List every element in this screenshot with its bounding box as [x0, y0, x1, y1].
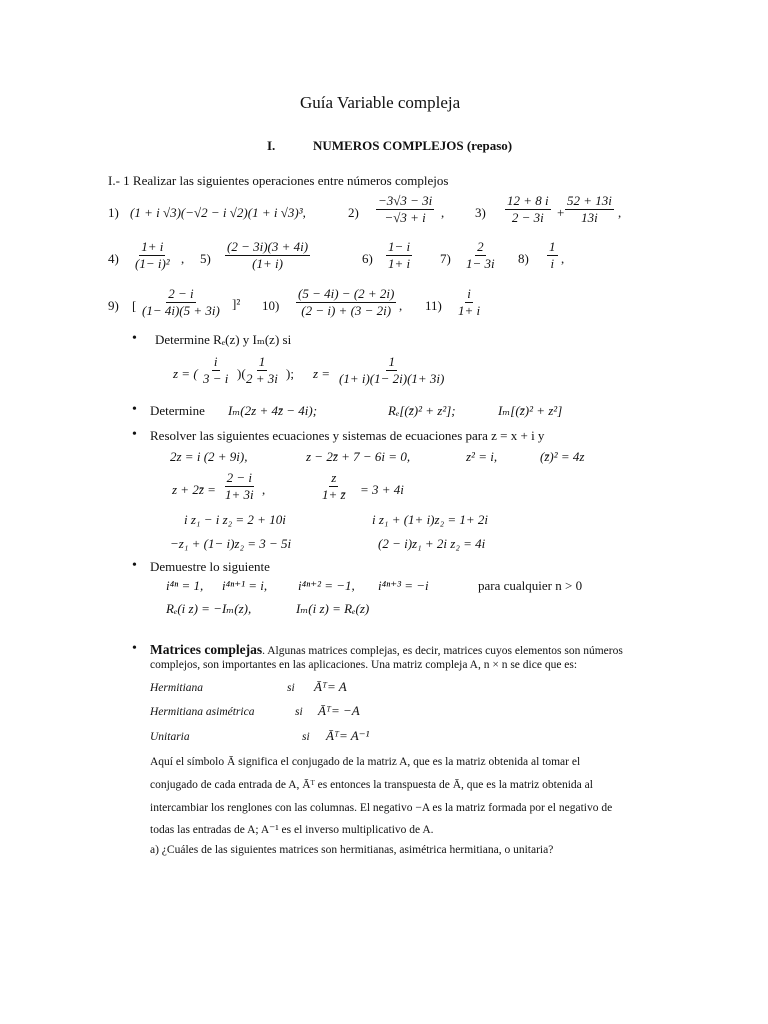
ex6-den: 1+ i	[388, 256, 411, 272]
ex8-fraction	[547, 240, 558, 272]
b5-p4: todas las entradas de A; A⁻¹ es el inverso multiplicativo de A.	[150, 824, 434, 836]
b1-text: Determine Rₑ(z) y Iₘ(z) si	[155, 332, 292, 347]
b5-p3: intercambiar los renglones con las columnas. El negativo −A es la matriz formada por el negativo de	[150, 802, 613, 814]
b1-z1-frac2	[244, 355, 280, 387]
ex2-label: 2)	[348, 205, 359, 220]
b3-eq6-fraction	[320, 471, 348, 503]
section-heading: NUMEROS COMPLEJOS (repaso)	[313, 138, 513, 153]
b4-text: Demuestre lo siguiente	[150, 559, 270, 574]
b3-eq5-fraction	[223, 471, 256, 503]
ex6-fraction	[386, 240, 412, 272]
ex10-label: 10)	[262, 298, 280, 313]
b3-sys1b: −z₁ + (1− i)z₂ = 3 − 5i	[170, 536, 292, 551]
ex4-label: 4)	[108, 251, 119, 266]
ex2-fraction	[376, 194, 434, 226]
ex11-label: 11)	[425, 298, 442, 313]
ex2-tail: ,	[441, 205, 445, 220]
b3-eq5-den: 1+ 3i	[225, 487, 254, 503]
ex7-den: 1− 3i	[466, 256, 495, 272]
b5-def3-si: si	[302, 731, 310, 743]
b1-z1-tail: );	[286, 366, 294, 381]
b3-eq5-num: 2 − i	[225, 471, 254, 487]
b3-eq3: z² = i,	[466, 449, 498, 464]
ex3-den1: 2 − 3i	[511, 210, 544, 226]
ex3-den2: 13i	[581, 210, 598, 226]
ex5-fraction	[225, 240, 310, 272]
ex10-den: (2 − i) + (3 − 2i)	[301, 303, 392, 319]
ex3-fraction-1	[505, 194, 551, 226]
b5-def3-eq: Āᵀ= A⁻¹	[326, 728, 370, 743]
b3-eq6-num: z	[329, 471, 338, 487]
ex11-den: 1+ i	[458, 303, 481, 319]
bullet-4-dot: •	[132, 558, 137, 573]
bullet-3-dot: •	[132, 427, 137, 442]
b1-z1-lhs: z = (	[173, 366, 198, 381]
b1-z1-f1-den: 3 − i	[203, 371, 229, 387]
ex3-num1: 12 + 8 i	[505, 194, 551, 210]
b1-z1-mid: )(	[237, 366, 246, 381]
b1-z2-den: (1+ i)(1− 2i)(1+ 3i)	[339, 371, 445, 387]
b1-z1-f2-den: 2 + 3i	[246, 371, 278, 387]
b5-def1-name: Hermitiana	[150, 682, 204, 694]
ex5-den: (1+ i)	[252, 256, 283, 272]
ex9-label: 9)	[108, 298, 119, 313]
b4-p1: i⁴ⁿ = 1,	[166, 578, 204, 593]
b5-def3-name: Unitaria	[150, 731, 190, 743]
b5-line2: complejos, son importantes en las aplicaciones. Una matriz compleja A, n × n se dice que es:	[150, 659, 578, 671]
b2-label: Determine	[150, 403, 205, 418]
b2-e1: Iₘ(2z + 4z̄ − 4i);	[228, 403, 318, 418]
b2-e2: Rₑ[(z̄)² + z²];	[388, 403, 456, 418]
b5-p1: Aquí el símbolo Ā significa el conjugado de la matriz A, que es la matriz obtenida al tomar el	[150, 756, 581, 768]
b3-sys2a: i z₁ + (1+ i)z₂ = 1+ 2i	[372, 512, 488, 527]
b3-eq6-rhs: = 3 + 4i	[360, 482, 404, 497]
b3-eq5-lhs: z + 2z̄ =	[172, 482, 216, 497]
ex7-label: 7)	[440, 251, 451, 266]
b5-def1-si: si	[287, 682, 295, 694]
ex1-expr: (1 + i √3)(−√2 − i √2)(1 + i √3)³,	[130, 205, 306, 220]
b5-heading: Matrices complejas	[150, 642, 263, 657]
b1-z1-f2-num: 1	[257, 355, 268, 371]
ex4-num: 1+ i	[139, 240, 165, 256]
ex11-num: i	[465, 287, 473, 303]
ex10-tail: ,	[399, 298, 403, 313]
ex4-den: (1− i)²	[135, 256, 170, 272]
ex9-close: ]²	[232, 296, 241, 311]
ex10-num: (5 − 4i) − (2 + 2i)	[296, 287, 396, 303]
section-number: I.	[267, 138, 276, 153]
ex5-num: (2 − 3i)(3 + 4i)	[225, 240, 310, 256]
ex8-label: 8)	[518, 251, 529, 266]
b1-z1-frac1	[201, 355, 230, 387]
ex10-fraction	[296, 287, 396, 319]
b4-p5: Rₑ(i z) = −Iₘ(z),	[166, 601, 252, 616]
b5-line1	[150, 642, 623, 658]
ex9-den: (1− 4i)(5 + 3i)	[142, 303, 220, 319]
ex9-open: [	[132, 298, 137, 313]
b4-p4: i⁴ⁿ⁺³ = −i	[378, 578, 429, 593]
b3-eq1: 2z = i (2 + 9i),	[170, 449, 248, 464]
ex6-label: 6)	[362, 251, 373, 266]
ex7-num: 2	[475, 240, 486, 256]
bullet-5-dot: •	[132, 641, 137, 656]
b2-e3: Iₘ[(z̄)² + z²]	[498, 403, 563, 418]
b1-z2-lhs: z =	[313, 366, 331, 381]
b5-def2-eq: Āᵀ= −A	[318, 703, 360, 718]
b3-sys2b: (2 − i)z₁ + 2i z₂ = 4i	[378, 536, 486, 551]
b5-question-a: a) ¿Cuáles de las siguientes matrices son hermitianas, asimétrica hermitiana, o unitaria?	[150, 844, 554, 856]
b5-def1-eq: Āᵀ= A	[314, 679, 347, 694]
b4-p6: Iₘ(i z) = Rₑ(z)	[296, 601, 370, 616]
b5-def2-si: si	[295, 706, 303, 718]
ex2-num: −3√3 − 3i	[376, 194, 434, 210]
ex2-den: −√3 + i	[384, 210, 426, 226]
ex8-num: 1	[547, 240, 558, 256]
b3-sys1a: i z₁ − i z₂ = 2 + 10i	[184, 512, 286, 527]
b3-eq5-tail: ,	[262, 482, 266, 497]
ex8-den: i	[550, 256, 555, 272]
b4-p2: i⁴ⁿ⁺¹ = i,	[222, 578, 268, 593]
intro-text: I.- 1 Realizar las siguientes operaciones entre números complejos	[108, 173, 449, 188]
b1-z2-frac	[337, 355, 446, 387]
b1-z2-num: 1	[386, 355, 397, 371]
ex3-plus: +	[557, 205, 565, 220]
ex7-fraction	[464, 240, 497, 272]
b1-z1-f1-num: i	[212, 355, 220, 371]
bullet-2-dot: •	[132, 402, 137, 417]
ex8-tail: ,	[561, 251, 565, 266]
ex9-fraction	[140, 287, 222, 319]
b3-text: Resolver las siguientes ecuaciones y sistemas de ecuaciones para z = x + i y	[150, 428, 545, 443]
b5-line1-text: . Algunas matrices complejas, es decir, matrices cuyos elementos son números	[262, 645, 623, 657]
b5-p2: conjugado de cada entrada de A, Āᵀ es entonces la transpuesta de Ā, que es la matriz obtenida al	[150, 779, 593, 791]
ex3-label: 3)	[475, 205, 486, 220]
b3-eq6-den: 1+ z̄	[322, 487, 346, 503]
ex1-label: 1)	[108, 205, 119, 220]
ex4-tail: ,	[181, 251, 185, 266]
ex4-fraction	[133, 240, 172, 272]
ex3-num2: 52 + 13i	[565, 194, 614, 210]
b5-def2-name: Hermitiana asimétrica	[150, 706, 255, 718]
ex3-fraction-2	[565, 194, 614, 226]
ex11-fraction	[456, 287, 482, 319]
ex6-num: 1− i	[386, 240, 412, 256]
bullet-1-dot: •	[132, 331, 137, 346]
b4-p3: i⁴ⁿ⁺² = −1,	[298, 578, 355, 593]
ex3-tail: ,	[618, 205, 622, 220]
b4-cond: para cualquier n > 0	[478, 578, 583, 593]
b3-eq2: z − 2z̄ + 7 − 6i = 0,	[306, 449, 411, 464]
page-title: Guía Variable compleja	[300, 93, 461, 112]
b3-eq4: (z̄)² = 4z	[540, 449, 585, 464]
ex5-label: 5)	[200, 251, 211, 266]
ex9-num: 2 − i	[166, 287, 195, 303]
